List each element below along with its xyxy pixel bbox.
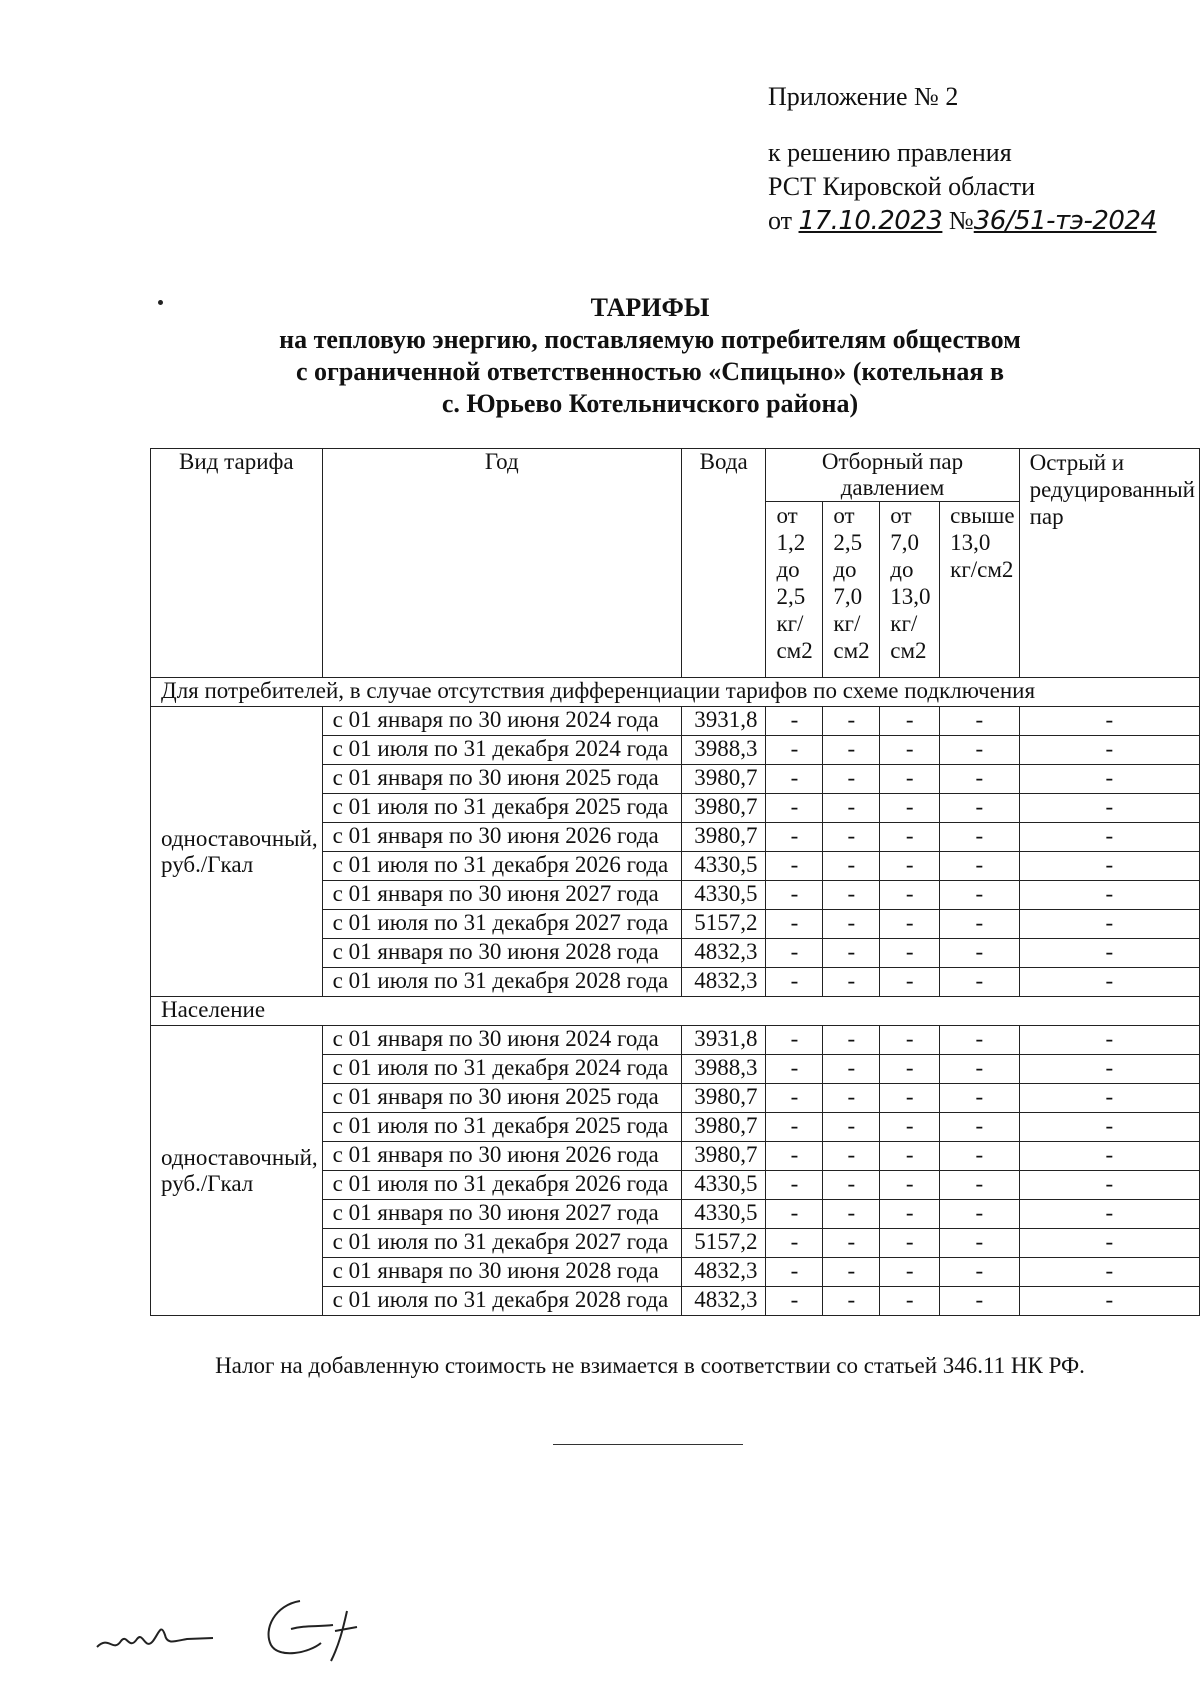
steam-tariff-cell: - [880, 1258, 940, 1287]
handwritten-decision-number: 36/51-тэ-2024 [973, 206, 1157, 236]
steam-tariff-cell: - [940, 1084, 1019, 1113]
water-tariff-cell: 3931,8 [681, 1026, 766, 1055]
period-cell: с 01 января по 30 июня 2027 года [322, 1200, 681, 1229]
steam-tariff-cell: - [766, 765, 823, 794]
period-cell: с 01 июля по 31 декабря 2025 года [322, 1113, 681, 1142]
steam-tariff-cell: - [1019, 1171, 1199, 1200]
water-tariff-cell: 4832,3 [681, 1258, 766, 1287]
steam-tariff-cell: - [766, 1084, 823, 1113]
steam-tariff-cell: - [823, 1084, 880, 1113]
steam-tariff-cell: - [823, 823, 880, 852]
period-cell: с 01 января по 30 июня 2027 года [322, 881, 681, 910]
steam-tariff-cell: - [880, 881, 940, 910]
section-title: Население [151, 997, 1200, 1026]
steam-tariff-cell: - [766, 1171, 823, 1200]
tariff-type-cell: одноставочный, руб./Гкал [151, 1026, 323, 1316]
title-heading: ТАРИФЫ [590, 293, 710, 322]
steam-tariff-cell: - [766, 1287, 823, 1316]
water-tariff-cell: 3980,7 [681, 1113, 766, 1142]
steam-tariff-cell: - [823, 1171, 880, 1200]
steam-tariff-cell: - [880, 823, 940, 852]
steam-tariff-cell: - [940, 1287, 1019, 1316]
water-tariff-cell: 3980,7 [681, 765, 766, 794]
period-cell: с 01 января по 30 июня 2026 года [322, 1142, 681, 1171]
steam-tariff-cell: - [823, 1229, 880, 1258]
steam-tariff-cell: - [823, 765, 880, 794]
steam-tariff-cell: - [940, 1055, 1019, 1084]
period-cell: с 01 июля по 31 декабря 2026 года [322, 1171, 681, 1200]
steam-tariff-cell: - [940, 939, 1019, 968]
section-title-row [151, 997, 1200, 1026]
steam-tariff-cell: - [940, 707, 1019, 736]
steam-tariff-cell: - [940, 736, 1019, 765]
water-tariff-cell: 5157,2 [681, 910, 766, 939]
steam-tariff-cell: - [880, 939, 940, 968]
water-tariff-cell: 3980,7 [681, 823, 766, 852]
steam-tariff-cell: - [766, 794, 823, 823]
header-steam-1: от 1,2 до 2,5 кг/см2 [766, 502, 823, 678]
period-cell: с 01 июля по 31 декабря 2028 года [322, 968, 681, 997]
period-cell: с 01 июля по 31 декабря 2026 года [322, 852, 681, 881]
water-tariff-cell: 3988,3 [681, 1055, 766, 1084]
water-tariff-cell: 4330,5 [681, 881, 766, 910]
period-cell: с 01 июля по 31 декабря 2028 года [322, 1287, 681, 1316]
steam-tariff-cell: - [940, 1171, 1019, 1200]
steam-tariff-cell: - [766, 1258, 823, 1287]
steam-tariff-cell: - [823, 910, 880, 939]
steam-tariff-cell: - [940, 910, 1019, 939]
steam-tariff-cell: - [1019, 707, 1199, 736]
steam-tariff-cell: - [766, 736, 823, 765]
header-tariff-type: Вид тарифа [151, 449, 323, 678]
handwritten-signatures [95, 1595, 435, 1665]
title-line-3: с. Юрьево Котельничского района) [441, 389, 859, 418]
steam-tariff-cell: - [823, 707, 880, 736]
period-cell: с 01 июля по 31 декабря 2027 года [322, 910, 681, 939]
steam-tariff-cell: - [1019, 1026, 1199, 1055]
steam-tariff-cell: - [823, 1287, 880, 1316]
steam-tariff-cell: - [1019, 852, 1199, 881]
steam-tariff-cell: - [940, 823, 1019, 852]
table-row [151, 1026, 1200, 1055]
period-cell: с 01 июля по 31 декабря 2024 года [322, 736, 681, 765]
steam-tariff-cell: - [823, 939, 880, 968]
steam-tariff-cell: - [766, 968, 823, 997]
steam-tariff-cell: - [940, 881, 1019, 910]
appendix-block [768, 80, 1157, 238]
signature-2 [269, 1601, 357, 1661]
signature-1 [97, 1629, 213, 1647]
steam-tariff-cell: - [1019, 1200, 1199, 1229]
water-tariff-cell: 3980,7 [681, 1084, 766, 1113]
steam-tariff-cell: - [823, 968, 880, 997]
steam-tariff-cell: - [823, 881, 880, 910]
steam-tariff-cell: - [880, 1113, 940, 1142]
period-cell: с 01 января по 30 июня 2028 года [322, 1258, 681, 1287]
steam-tariff-cell: - [940, 1200, 1019, 1229]
water-tariff-cell: 4832,3 [681, 939, 766, 968]
steam-tariff-cell: - [766, 1229, 823, 1258]
steam-tariff-cell: - [823, 794, 880, 823]
period-cell: с 01 января по 30 июня 2024 года [322, 707, 681, 736]
water-tariff-cell: 3980,7 [681, 1142, 766, 1171]
water-tariff-cell: 5157,2 [681, 1229, 766, 1258]
header-steam-group: Отборный пар давлением [766, 449, 1019, 502]
steam-tariff-cell: - [880, 707, 940, 736]
steam-tariff-cell: - [766, 1113, 823, 1142]
header-water: Вода [681, 449, 766, 678]
steam-tariff-cell: - [940, 1026, 1019, 1055]
steam-tariff-cell: - [1019, 968, 1199, 997]
steam-tariff-cell: - [823, 852, 880, 881]
water-tariff-cell: 4832,3 [681, 968, 766, 997]
steam-tariff-cell: - [1019, 1084, 1199, 1113]
steam-tariff-cell: - [880, 1171, 940, 1200]
steam-tariff-cell: - [940, 968, 1019, 997]
steam-tariff-cell: - [766, 939, 823, 968]
steam-tariff-cell: - [766, 1026, 823, 1055]
steam-tariff-cell: - [1019, 910, 1199, 939]
steam-tariff-cell: - [880, 852, 940, 881]
appendix-number: Приложение № 2 [768, 82, 959, 111]
steam-tariff-cell: - [940, 1229, 1019, 1258]
title-line-1: на тепловую энергию, поставляемую потребителям обществом [279, 325, 1021, 354]
steam-tariff-cell: - [940, 1113, 1019, 1142]
steam-tariff-cell: - [1019, 1113, 1199, 1142]
steam-tariff-cell: - [880, 1055, 940, 1084]
appendix-line-2: РСТ Кировской области [768, 172, 1036, 201]
header-row-1 [151, 449, 1200, 502]
period-cell: с 01 июля по 31 декабря 2027 года [322, 1229, 681, 1258]
appendix-line-1: к решению правления [768, 138, 1012, 167]
title-line-2: с ограниченной ответственностью «Спицыно» (котельная в [296, 357, 1004, 386]
steam-tariff-cell: - [880, 1084, 940, 1113]
steam-tariff-cell: - [823, 736, 880, 765]
period-cell: с 01 января по 30 июня 2026 года [322, 823, 681, 852]
handwritten-date: 17.10.2023 [798, 206, 943, 236]
tariff-type-cell: одноставочный, руб./Гкал [151, 707, 323, 997]
header-steam-4: свыше 13,0 кг/см2 [940, 502, 1019, 678]
steam-tariff-cell: - [880, 736, 940, 765]
steam-tariff-cell: - [940, 765, 1019, 794]
steam-tariff-cell: - [1019, 1229, 1199, 1258]
water-tariff-cell: 3980,7 [681, 794, 766, 823]
header-steam-2: от 2,5 до 7,0 кг/см2 [823, 502, 880, 678]
steam-tariff-cell: - [1019, 1142, 1199, 1171]
water-tariff-cell: 3988,3 [681, 736, 766, 765]
steam-tariff-cell: - [880, 968, 940, 997]
steam-tariff-cell: - [766, 1142, 823, 1171]
water-tariff-cell: 4330,5 [681, 852, 766, 881]
steam-tariff-cell: - [1019, 1258, 1199, 1287]
water-tariff-cell: 3931,8 [681, 707, 766, 736]
closing-rule [553, 1444, 743, 1445]
water-tariff-cell: 4330,5 [681, 1200, 766, 1229]
period-cell: с 01 января по 30 июня 2028 года [322, 939, 681, 968]
steam-tariff-cell: - [940, 1142, 1019, 1171]
steam-tariff-cell: - [880, 765, 940, 794]
period-cell: с 01 января по 30 июня 2024 года [322, 1026, 681, 1055]
header-sharp-steam: Острый и редуцированный пар [1019, 449, 1199, 678]
period-cell: с 01 января по 30 июня 2025 года [322, 765, 681, 794]
header-year: Год [322, 449, 681, 678]
steam-tariff-cell: - [880, 1026, 940, 1055]
section-title: Для потребителей, в случае отсутствия дифференциации тарифов по схеме подключения [151, 678, 1200, 707]
tariff-table [150, 448, 1200, 1316]
period-cell: с 01 июля по 31 декабря 2025 года [322, 794, 681, 823]
steam-tariff-cell: - [823, 1142, 880, 1171]
steam-tariff-cell: - [1019, 1055, 1199, 1084]
steam-tariff-cell: - [1019, 881, 1199, 910]
steam-tariff-cell: - [766, 823, 823, 852]
steam-tariff-cell: - [823, 1026, 880, 1055]
steam-tariff-cell: - [766, 910, 823, 939]
section-title-row [151, 678, 1200, 707]
steam-tariff-cell: - [940, 1258, 1019, 1287]
steam-tariff-cell: - [1019, 1287, 1199, 1316]
steam-tariff-cell: - [940, 852, 1019, 881]
steam-tariff-cell: - [880, 910, 940, 939]
steam-tariff-cell: - [1019, 736, 1199, 765]
steam-tariff-cell: - [880, 1287, 940, 1316]
period-cell: с 01 января по 30 июня 2025 года [322, 1084, 681, 1113]
steam-tariff-cell: - [823, 1113, 880, 1142]
water-tariff-cell: 4832,3 [681, 1287, 766, 1316]
steam-tariff-cell: - [880, 794, 940, 823]
steam-tariff-cell: - [823, 1258, 880, 1287]
steam-tariff-cell: - [880, 1142, 940, 1171]
steam-tariff-cell: - [880, 1229, 940, 1258]
header-steam-3: от 7,0 до 13,0 кг/см2 [880, 502, 940, 678]
steam-tariff-cell: - [1019, 765, 1199, 794]
table-row [151, 707, 1200, 736]
steam-tariff-cell: - [766, 852, 823, 881]
steam-tariff-cell: - [1019, 939, 1199, 968]
steam-tariff-cell: - [766, 1055, 823, 1084]
water-tariff-cell: 4330,5 [681, 1171, 766, 1200]
document-title [150, 292, 1150, 420]
number-sign: № [948, 206, 974, 235]
steam-tariff-cell: - [940, 794, 1019, 823]
steam-tariff-cell: - [1019, 794, 1199, 823]
appendix-date-line [768, 204, 1157, 238]
steam-tariff-cell: - [823, 1055, 880, 1084]
steam-tariff-cell: - [766, 1200, 823, 1229]
steam-tariff-cell: - [766, 881, 823, 910]
steam-tariff-cell: - [1019, 823, 1199, 852]
vat-footnote: Налог на добавленную стоимость не взимается в соответствии со статьей 346.11 НК РФ. [215, 1353, 1085, 1378]
steam-tariff-cell: - [823, 1200, 880, 1229]
steam-tariff-cell: - [766, 707, 823, 736]
from-prefix: от [768, 206, 793, 235]
steam-tariff-cell: - [880, 1200, 940, 1229]
period-cell: с 01 июля по 31 декабря 2024 года [322, 1055, 681, 1084]
